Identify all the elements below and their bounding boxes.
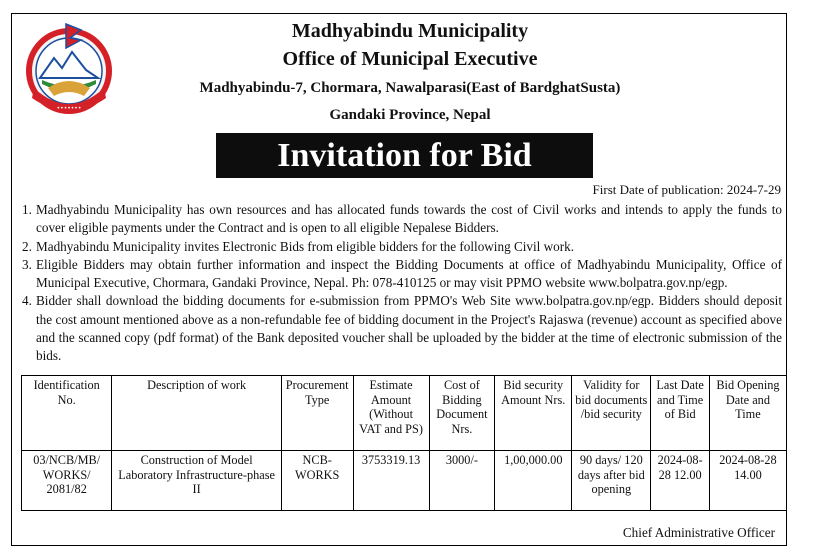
paragraph-text: Madhyabindu Municipality invites Electronic Bids from eligible bidders for the following Civil work. xyxy=(36,238,575,254)
header-identification: Identification No. xyxy=(22,376,112,451)
header-estimate-amount: Estimate Amount (Without VAT and PS) xyxy=(353,376,429,451)
header-document-cost: Cost of Bidding Document Nrs. xyxy=(429,376,495,451)
table-row xyxy=(22,451,787,511)
notice-title-banner: Invitation for Bid xyxy=(216,133,593,178)
paragraph-number: 3. xyxy=(22,256,32,272)
province-name: Gandaki Province, Nepal xyxy=(329,107,491,123)
cell-description: Construction of Model Laboratory Infrastructure-phase II xyxy=(112,451,281,511)
paragraph-2 xyxy=(22,238,782,256)
cell-document-cost: 3000/- xyxy=(429,451,495,511)
header-procurement-type: Procurement Type xyxy=(281,376,353,451)
paragraph-3 xyxy=(22,256,782,293)
cell-last-date: 2024-08-28 12.00 xyxy=(651,451,710,511)
svg-text:•••••••: ••••••• xyxy=(56,105,82,112)
municipality-emblem-logo xyxy=(26,18,112,124)
signature-title: Chief Administrative Officer xyxy=(622,525,775,540)
paragraph-number: 2. xyxy=(22,238,32,254)
paragraph-number: 4. xyxy=(22,293,32,309)
paragraph-text: Madhyabindu Municipality has own resources and has allocated funds towards the cost of Civil works and intends to apply the funds to cover eligible payments under the Contract and is open to all eligible Nepalese Bidders. xyxy=(36,202,782,236)
office-address: Madhyabindu-7, Chormara, Nawalparasi(East of BardghatSusta) xyxy=(199,80,621,96)
paragraph-4 xyxy=(22,292,782,365)
paragraph-number: 1. xyxy=(22,202,32,217)
header-description: Description of work xyxy=(112,376,281,451)
header-bid-security: Bid security Amount Nrs. xyxy=(495,376,572,451)
bid-table xyxy=(21,375,787,511)
header-last-date: Last Date and Time of Bid xyxy=(651,376,710,451)
header-opening-date: Bid Opening Date and Time xyxy=(709,376,786,451)
publication-date: First Date of publication: 2024-7-29 xyxy=(592,182,781,197)
cell-procurement-type: NCB-WORKS xyxy=(281,451,353,511)
cell-bid-security: 1,00,000.00 xyxy=(495,451,572,511)
table-header-row xyxy=(22,376,787,451)
cell-identification: 03/NCB/MB/ WORKS/ 2081/82 xyxy=(22,451,112,511)
cell-validity: 90 days/ 120 days after bid opening xyxy=(572,451,651,511)
notice-body xyxy=(22,201,782,366)
paragraph-text: Bidder shall download the bidding documents for e-submission from PPMO's Web Site www.bolpatra.gov.np/egp. Bidders should deposit the cost amount mentioned above as a non-refundable fee of bidding document in the Project's Rajaswa (revenue) account as specified above and the scanned copy (pdf format) of the Bank deposited voucher shall be uploaded by the bidder at the time of electronic submission of the bids. xyxy=(36,293,782,364)
cell-estimate-amount: 3753319.13 xyxy=(353,451,429,511)
cell-opening-date: 2024-08-28 14.00 xyxy=(709,451,786,511)
office-name: Office of Municipal Executive xyxy=(282,48,538,70)
org-name: Madhyabindu Municipality xyxy=(291,20,529,42)
header-validity: Validity for bid documents /bid security xyxy=(572,376,651,451)
paragraph-1 xyxy=(22,201,782,238)
paragraph-text: Eligible Bidders may obtain further information and inspect the Bidding Documents at office of Madhyabindu Municipality, Office of Municipal Executive, Chormara, Gandaki Province, Nepal. Ph: 078-410125 or may visit PPMO website www.bolpatra.gov.np/egp. xyxy=(36,256,782,291)
